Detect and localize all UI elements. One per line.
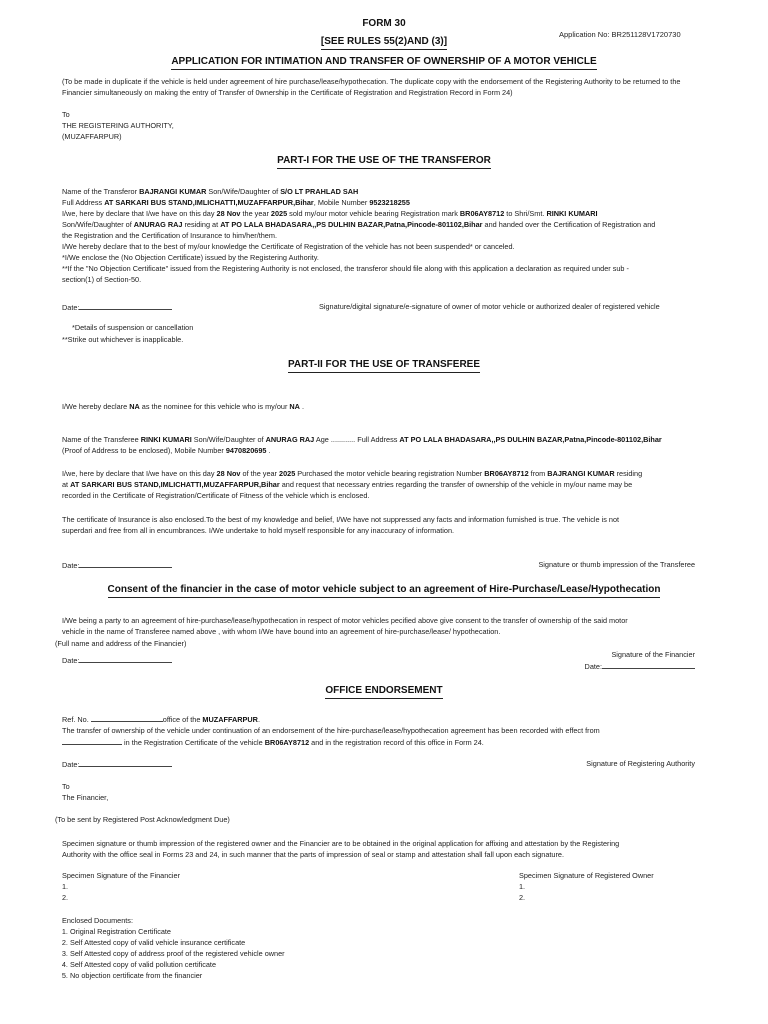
part1-declaration: Name of the Transferor BAJRANGI KUMAR Son/Wife/Daughter of S/O LT PRAHLAD SAH Full Address AT SARKARI BUS STAND,IMLICHATTI,MUZAFFARPUR,Bihar, Mobile Number 9523218255 I/we, here by declare that I/we have on this day 28 Nov the year 2025 sold my/our motor vehicle bearing Registration mark BR06AY8712 to Shri/Smt. RINKI KUMARI Son/Wife/Daughter of ANURAG RAJ residing at AT PO LALA BHADASARA,,PS DULHIN BAZAR,Patna,Pincode-801102,Bihar and handed over the Certification of Registration and the Registration and the Certification of Insurance to him/her/them. I/We hereby declare that to the best of my/our knowledge the Certificate of Registration of the vehicle has not been suspended* or canceled. *I/We enclose the (No Objection Certificate) issued by the Registering Authority. **If the "No Objection Certificate" issued from the Registering Authority is not enclosed, the transferor should file along with this application a declaration as required under sub - section(1) of Section-50. xyxy=(62,187,656,284)
office-endorsement-text: Ref. No. office of the MUZAFFARPUR. The transfer of ownership of the vehicle under continuation of an endorsement of the hire-purchase/lease/hypothecation agreement has been recorded with effect from in the Registration Certificate of the vehicle BR06AY8712 and in the registration record of this office in Form 24. xyxy=(62,715,600,747)
rules-heading: [SEE RULES 55(2)AND (3)] xyxy=(0,36,768,50)
financier-signature: Signature of the Financier xyxy=(611,650,695,659)
address-block: To THE REGISTERING AUTHORITY, (MUZAFFARPUR) xyxy=(62,110,174,141)
list-item: 5. No objection certificate from the financier xyxy=(70,970,285,981)
specimen-instruction: Specimen signature or thumb impression of the registered owner and the Financier are to be obtained in the original application for affixing and attestation by the Registering Authority with the office seal in Forms 23 and 24, in such manner that the parts of impression of seal or stamp and attestation shall fall upon each signature. xyxy=(62,839,620,859)
nominee-declaration: I/We hereby declare NA as the nominee for this vehicle who is my/our NA . xyxy=(62,402,305,411)
transferee-signature: Signature or thumb impression of the Transferee xyxy=(538,560,695,569)
application-number: Application No: BR251128V1720730 xyxy=(559,30,681,39)
enclosed-documents xyxy=(62,915,285,981)
part1-date-field[interactable]: Date: xyxy=(62,301,172,313)
intro-text: (To be made in duplicate if the vehicle is held under agreement of hire purchase/lease/hypothecation. The duplicate copy with the endorsement of the Registering Authority to be returned to the Financier simultaneously on making the entry of Transfer of 0wnership in the Certificate of Registration and Registration Record in Form 24) xyxy=(62,77,681,97)
list-item: 4. Self Attested copy of valid pollution certificate xyxy=(70,959,285,970)
owner-specimen-block: Specimen Signature of Registered Owner 1. 2. xyxy=(519,871,654,902)
post-instruction: (To be sent by Registered Post Acknowledgment Due) xyxy=(55,815,230,824)
financier-address-block: To The Financier, xyxy=(62,782,109,802)
consent-text: I/We being a party to an agreement of hire-purchase/lease/hypothecation in respect of motor vehicles pecified above give consent to the transfer of ownership of the said motor vehicle in the name of Transferee named above , with whom I/We have bound into an agreement of hire-purchase/lease/ hypothecation. xyxy=(62,616,628,636)
form-number: FORM 30 xyxy=(362,18,406,29)
financier-specimen-block: Specimen Signature of the Financier 1. 2. xyxy=(62,871,181,902)
note-strike-out: **Strike out whichever is inapplicable. xyxy=(62,335,184,344)
list-item: 3. Self Attested copy of address proof of the registered vehicle owner xyxy=(70,948,285,959)
enclosed-heading: Enclosed Documents: xyxy=(62,916,133,925)
part1-heading: PART-I FOR THE USE OF THE TRANSFEROR xyxy=(0,155,768,169)
transferee-details: Name of the Transferee RINKI KUMARI Son/Wife/Daughter of ANURAG RAJ Age ............ Full Address AT PO LALA BHADASARA,,PS DULHIN BAZAR,Patna,Pincode-801102,Bihar (Proof of Address to be enclosed), Mobile Number 9470820695 . xyxy=(62,435,662,455)
part2-date-field[interactable]: Date: xyxy=(62,559,172,571)
enclosed-list xyxy=(62,926,285,981)
office-heading: OFFICE ENDORSEMENT xyxy=(0,685,768,699)
registering-authority-signature: Signature of Registering Authority xyxy=(586,759,695,768)
consent-heading: Consent of the financier in the case of motor vehicle subject to an agreement of Hire-Purchase/Lease/Hypothecation xyxy=(0,584,768,598)
purchase-declaration: I/we, here by declare that I/we have on this day 28 Nov of the year 2025 Purchased the motor vehicle bearing registration Number BR06AY8712 from BAJRANGI KUMAR residing at AT SARKARI BUS STAND,IMLICHATTI,MUZAFFARPUR,Bihar and request that necessary entries regarding the transfer of ownership of the vehicle in my/our name may be recorded in the Certificate of Registration/Certificate of Fitness of the vehicle which is enclosed. xyxy=(62,469,643,500)
office-date-field[interactable]: Date: xyxy=(62,758,172,770)
list-item: 2. Self Attested copy of valid vehicle insurance certificate xyxy=(70,937,285,948)
insurance-declaration: The certificate of Insurance is also enclosed.To the best of my knowledge and belief, I/We have not suppressed any facts and information furnished is true. The vehicle is not superdari and free from all in encumbrances. I/We undertake to hold myself responsible for any inaccuracy of information. xyxy=(62,515,620,535)
list-item: 1. Original Registration Certificate xyxy=(70,926,285,937)
financier-date-field[interactable]: Date: xyxy=(585,660,695,672)
part2-heading: PART-II FOR THE USE OF TRANSFEREE xyxy=(0,359,768,373)
consent-date-field[interactable]: Date: xyxy=(62,654,172,666)
financier-name-label: (Full name and address of the Financier) xyxy=(55,639,187,648)
part1-owner-signature: Signature/digital signature/e-signature of owner of motor vehicle or authorized dealer of registered vehicle xyxy=(319,302,660,311)
note-suspension: *Details of suspension or cancellation xyxy=(72,323,194,332)
form-title: APPLICATION FOR INTIMATION AND TRANSFER OF OWNERSHIP OF A MOTOR VEHICLE xyxy=(0,56,768,70)
